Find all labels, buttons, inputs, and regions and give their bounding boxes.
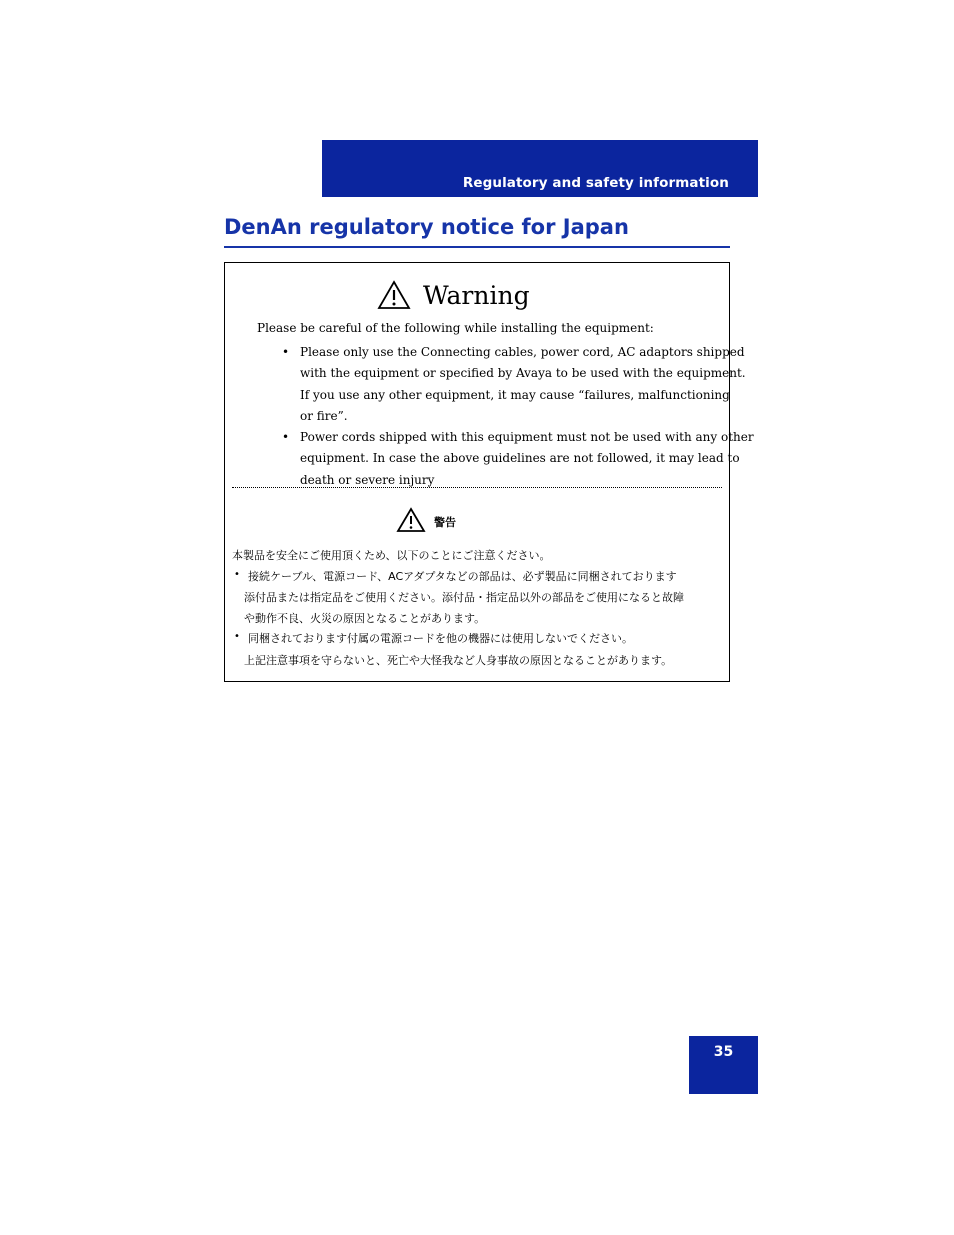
warning-title: Warning bbox=[423, 280, 530, 310]
bullet: • bbox=[282, 430, 290, 445]
japanese-item-1-line: 添付品または指定品をご使用ください。添付品・指定品以外の部品をご使用になると故障 bbox=[244, 591, 684, 604]
japanese-item-1-line: 接続ケーブル、電源コード、ACアダプタなどの部品は、必ず製品に同梱されております bbox=[248, 570, 677, 583]
bullet: • bbox=[234, 631, 240, 642]
warning-triangle-icon bbox=[377, 280, 411, 310]
english-warning-list bbox=[279, 342, 754, 491]
page-number: 35 bbox=[713, 1044, 734, 1060]
japanese-item-1-line: や動作不良、火災の原因となることがあります。 bbox=[244, 612, 486, 625]
page-number-box bbox=[689, 1036, 758, 1094]
list-item bbox=[279, 427, 754, 491]
japanese-item-2-line: 同梱されております付属の電源コードを他の機器には使用しないでください。 bbox=[248, 632, 633, 645]
regulatory-notice-box bbox=[224, 262, 754, 682]
warning-triangle-icon bbox=[396, 507, 426, 537]
english-item-2-line: death or severe injury bbox=[300, 472, 435, 487]
japanese-warning-heading bbox=[396, 508, 456, 536]
english-item-2-line: equipment. In case the above guidelines are not followed, it may lead to bbox=[300, 451, 740, 466]
english-item-1-line: with the equipment or specified by Avaya to be used with the equipment. bbox=[300, 366, 746, 381]
header-band bbox=[322, 140, 758, 197]
english-item-1-line: Please only use the Connecting cables, power cord, AC adaptors shipped bbox=[300, 345, 745, 359]
warning-heading bbox=[377, 277, 530, 313]
bullet: • bbox=[282, 345, 290, 359]
english-item-2-line: Power cords shipped with this equipment must not be used with any other bbox=[300, 430, 754, 445]
section-label: Regulatory and safety information bbox=[462, 175, 729, 191]
section-divider bbox=[232, 487, 722, 488]
japanese-intro: 本製品を安全にご使用頂くため、以下のことにご注意ください。 bbox=[232, 549, 551, 562]
japanese-item-2-line: 上記注意事項を守らないと、死亡や大怪我など人身事故の原因となることがあります。 bbox=[244, 654, 673, 667]
english-intro: Please be careful of the following while installing the equipment: bbox=[257, 321, 654, 335]
page-title: DenAn regulatory notice for Japan bbox=[224, 215, 629, 239]
bullet: • bbox=[234, 569, 240, 580]
title-underline bbox=[224, 246, 730, 248]
english-item-1-line: or fire”. bbox=[300, 408, 348, 423]
list-item bbox=[279, 342, 754, 427]
japanese-warning-title: 警告 bbox=[434, 516, 456, 529]
english-item-1-line: If you use any other equipment, it may cause “failures, malfunctioning bbox=[300, 387, 730, 402]
